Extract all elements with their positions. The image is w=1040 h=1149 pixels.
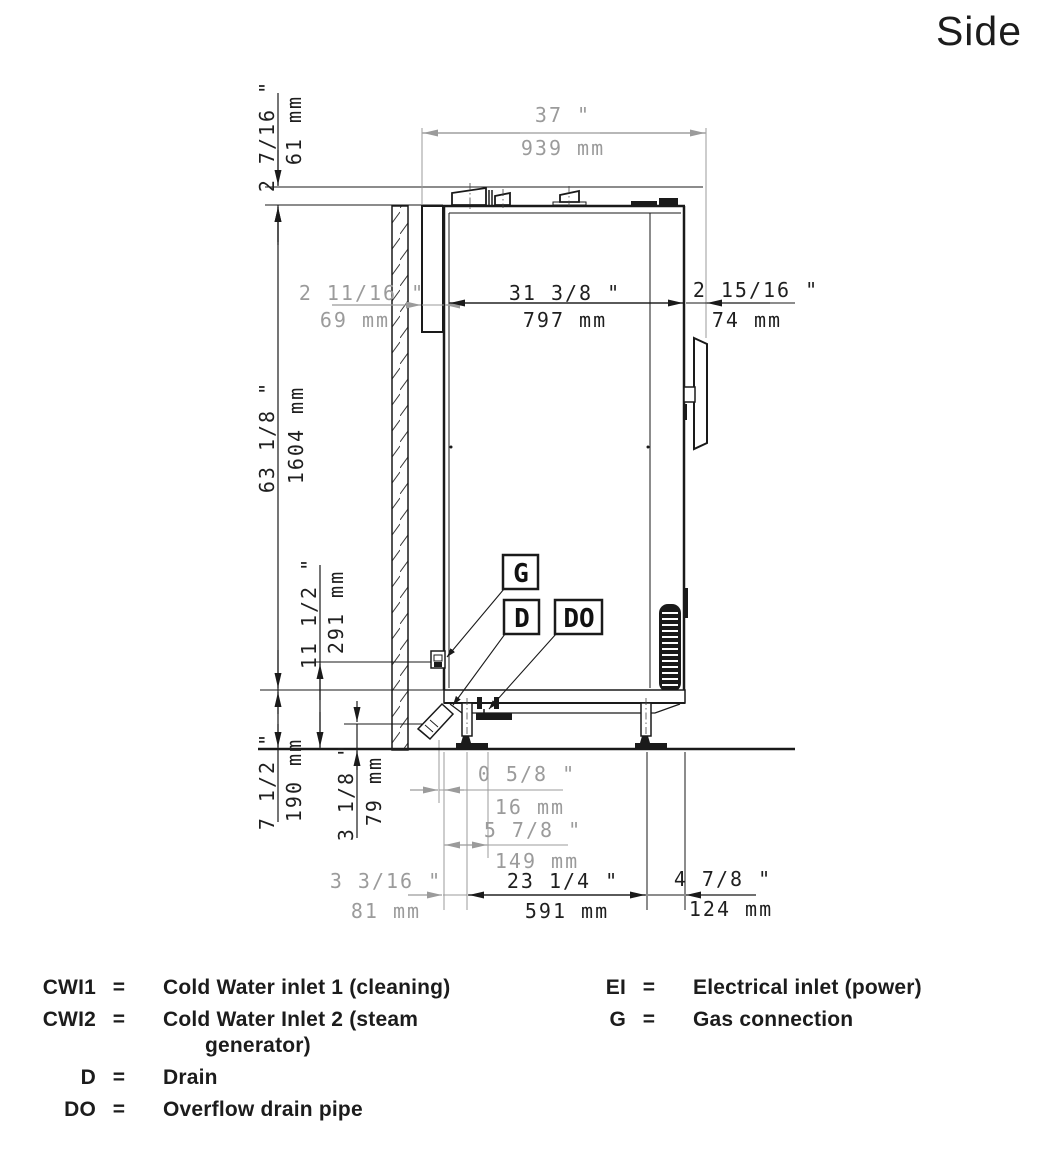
- dim-149-mm: 149 mm: [494, 849, 580, 873]
- callout-overflow-label: DO: [563, 604, 595, 634]
- dim-81-inch: 3 3/16 ": [329, 869, 443, 893]
- callout-drain-label: D: [514, 604, 530, 634]
- callout-drain: [504, 600, 539, 634]
- legend-right-column: [530, 975, 1040, 1039]
- dim-591mm: [468, 869, 646, 923]
- dim-149mm: [444, 818, 582, 873]
- dim-149-inch: 5 7/8 ": [483, 818, 583, 842]
- legend-abbr: CWI1: [42, 976, 96, 999]
- dim-797mm: [449, 281, 684, 332]
- page-title: Side: [935, 8, 1022, 54]
- callout-gas: [503, 555, 538, 589]
- dim-939-mm: 939 mm: [520, 136, 606, 160]
- legend-row-cwi1: [0, 975, 520, 1001]
- gas-connection-fitting: [431, 651, 445, 668]
- vent-cap-2: [495, 193, 510, 205]
- front-foot-stem: [461, 736, 471, 743]
- dim-69-mm: 69 mm: [319, 308, 391, 332]
- callout-gas-label: G: [513, 559, 529, 589]
- legend-equals: =: [112, 1008, 126, 1031]
- dim-81mm: [330, 869, 467, 923]
- door-handle: [684, 338, 707, 449]
- extension-lines-gray: [422, 128, 706, 910]
- dim-190mm: [255, 690, 306, 830]
- legend-desc: Cold Water Inlet 2 (steam generator): [163, 1008, 419, 1057]
- legend-equals: =: [642, 1008, 656, 1031]
- dim-74-mm: 74 mm: [711, 308, 783, 332]
- dim-79-mm: 79 mm: [362, 755, 386, 827]
- dim-124-mm: 124 mm: [688, 897, 774, 921]
- dim-190-inch: 7 1/2 ": [255, 731, 279, 831]
- rear-foot-stem: [640, 736, 650, 743]
- dim-74-inch: 2 15/16 ": [692, 278, 820, 302]
- dim-939-inch: 37 ": [534, 103, 592, 127]
- front-foot: [456, 743, 488, 749]
- dim-124-inch: 4 7/8 ": [673, 867, 773, 891]
- dim-79mm: [334, 701, 386, 841]
- dim-797-inch: 31 3/8 ": [508, 281, 622, 305]
- dim-291-inch: 11 1/2 ": [297, 556, 321, 670]
- vent-cap-3: [560, 191, 579, 202]
- legend-desc: Drain: [163, 1066, 218, 1089]
- dim-16-inch: 0 5/8 ": [477, 762, 577, 786]
- top-cap-plate-1: [631, 201, 657, 206]
- dim-61-mm: 61 mm: [282, 94, 306, 166]
- legend-row-electrical: [530, 975, 1040, 1001]
- dim-81-mm: 81 mm: [350, 899, 422, 923]
- dim-61-inch: 2 7/16 ": [255, 79, 279, 193]
- legend-row-drain: [0, 1065, 520, 1091]
- dim-591-inch: 23 1/4 ": [506, 869, 620, 893]
- oven-body: [422, 206, 685, 690]
- dim-79-inch: 3 1/8 ": [334, 742, 358, 842]
- legend-desc: Cold Water inlet 1 (cleaning): [163, 976, 451, 999]
- dim-291mm: [297, 557, 348, 749]
- legend-desc: Overflow drain pipe: [163, 1098, 363, 1121]
- legend-equals: =: [112, 1066, 126, 1089]
- dim-16mm: [410, 762, 576, 819]
- callout-overflow: [555, 600, 602, 634]
- vent-cap-1: [452, 188, 486, 205]
- handle-bracket: [684, 387, 695, 402]
- legend-left-column: [0, 975, 520, 1129]
- legend-row-cwi2: [0, 1007, 520, 1059]
- dim-190-mm: 190 mm: [282, 737, 306, 823]
- hinge-pin-left: [450, 446, 453, 449]
- legend-abbr: CWI2: [42, 1008, 96, 1031]
- dim-939mm: [422, 103, 706, 160]
- dim-61mm: [255, 80, 306, 242]
- door-panel: [422, 206, 443, 332]
- legend-equals: =: [112, 1098, 126, 1121]
- legend-equals: =: [642, 976, 656, 999]
- dim-591-mm: 591 mm: [524, 899, 610, 923]
- legend-abbr: DO: [64, 1098, 96, 1121]
- drain-pipe: [418, 704, 453, 739]
- dim-1604-inch: 63 1/8 ": [255, 380, 279, 494]
- rear-foot: [635, 743, 667, 749]
- dim-1604-mm: 1604 mm: [284, 385, 308, 485]
- legend-desc: Gas connection: [693, 1008, 854, 1031]
- hinge-pin-right: [647, 446, 650, 449]
- legend-abbr: G: [609, 1008, 626, 1031]
- legs-and-feet: [456, 698, 667, 749]
- dim-797-mm: 797 mm: [522, 308, 608, 332]
- legend-abbr: D: [80, 1066, 96, 1089]
- dim-16-mm: 16 mm: [494, 795, 566, 819]
- legend-equals: =: [112, 976, 126, 999]
- dim-124mm: [648, 867, 773, 921]
- top-cap-plate-2: [659, 198, 678, 206]
- legend-row-gas: [530, 1007, 1040, 1033]
- legend-desc: Electrical inlet (power): [693, 976, 922, 999]
- dim-291-mm: 291 mm: [324, 569, 348, 655]
- legend-row-overflow: [0, 1097, 520, 1123]
- dim-69-inch: 2 11/16 ": [298, 281, 426, 305]
- legend-abbr: EI: [605, 976, 626, 999]
